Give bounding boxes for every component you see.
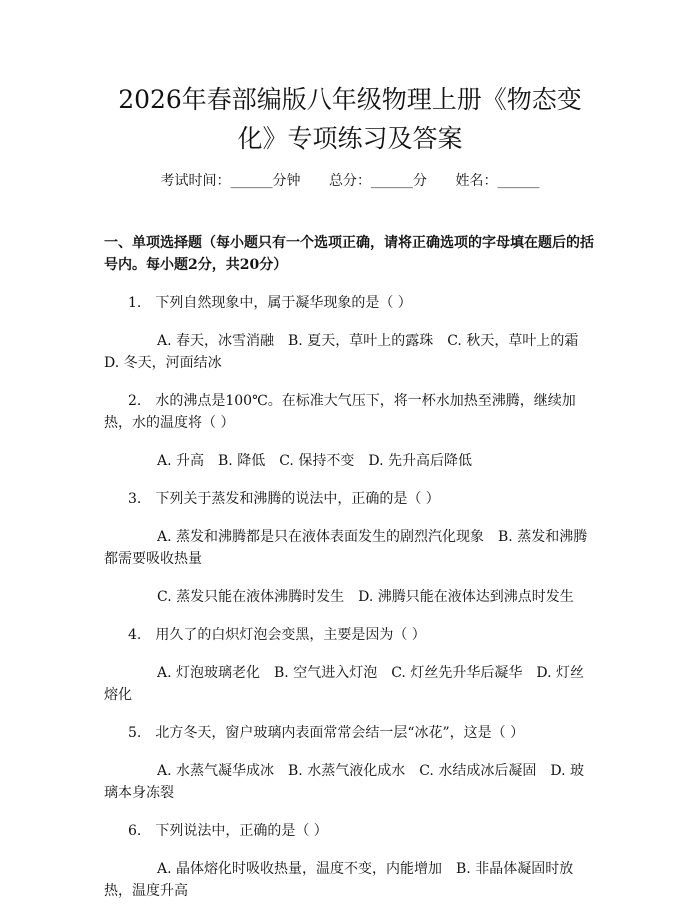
total-score-label: 总分：______分 [329,173,427,189]
option: D. 灯丝熔化 [104,665,584,703]
question-options [104,526,596,570]
question-stem: 4. 用久了的白炽灯泡会变黑，主要是因为（ ） [128,627,426,643]
title-line-2: 化》专项练习及答案 [237,124,463,153]
option: A. 升高 [157,453,205,469]
question-options [104,858,596,902]
question-stem: 6. 下列说法中，正确的是（ ） [128,823,328,839]
option: B. 空气进入灯泡 [274,665,378,681]
option: A. 水蒸气凝华成冰 [157,763,275,779]
question-options [104,586,596,608]
option: D. 玻璃本身冻裂 [104,763,584,801]
exam-time-label: 考试时间：______分钟 [160,173,301,189]
question-stem: 1. 下列自然现象中，属于凝华现象的是（ ） [128,295,412,311]
question-options [104,760,596,804]
question-options [104,662,596,706]
option: C. 保持不变 [279,453,355,469]
option: C. 灯丝先升华后凝华 [391,665,523,681]
option: A. 春天，冰雪消融 [157,333,275,349]
option: B. 蒸发和沸腾都需要吸收热量 [104,529,588,567]
exam-meta [104,170,596,192]
question-stem: 5. 北方冬天，窗户玻璃内表面常常会结一层“冰花”，这是（ ） [128,725,525,741]
option: A. 蒸发和沸腾都是只在液体表面发生的剧烈汽化现象 [157,529,485,545]
question-stem: 2. 水的沸点是100℃。在标准大气压下，将一杯水加热至沸腾，继续加热，水的温度将（ ） [104,393,576,431]
question-options [104,450,596,472]
option: B. 非晶体凝固时放热，温度升高 [104,861,574,899]
document-title [104,0,596,158]
option: C. 蒸发只能在液体沸腾时发生 [157,589,345,605]
student-name-label: 姓名：______ [455,173,540,189]
option: D. 冬天，河面结冰 [104,355,222,371]
option: D. 沸腾只能在液体达到沸点时发生 [358,589,574,605]
option: C. 水结成冰后凝固 [419,763,537,779]
question-options [104,330,596,374]
option: B. 夏天，草叶上的露珠 [288,333,434,349]
option: B. 降低 [218,453,266,469]
section-heading: 一、单项选择题（每小题只有一个选项正确，请将正确选项的字母填在题后的括号内。每小题2分，共20分） [104,235,594,273]
title-line-1: 2026年春部编版八年级物理上册《物态变 [118,85,582,114]
option: C. 秋天，草叶上的霜 [447,333,579,349]
option: A. 灯泡玻璃老化 [157,665,261,681]
option: B. 水蒸气液化成水 [288,763,406,779]
option: D. 先升高后降低 [368,453,472,469]
question-stem: 3. 下列关于蒸发和沸腾的说法中，正确的是（ ） [128,491,440,507]
option: A. 晶体熔化时吸收热量，温度不变，内能增加 [157,861,443,877]
